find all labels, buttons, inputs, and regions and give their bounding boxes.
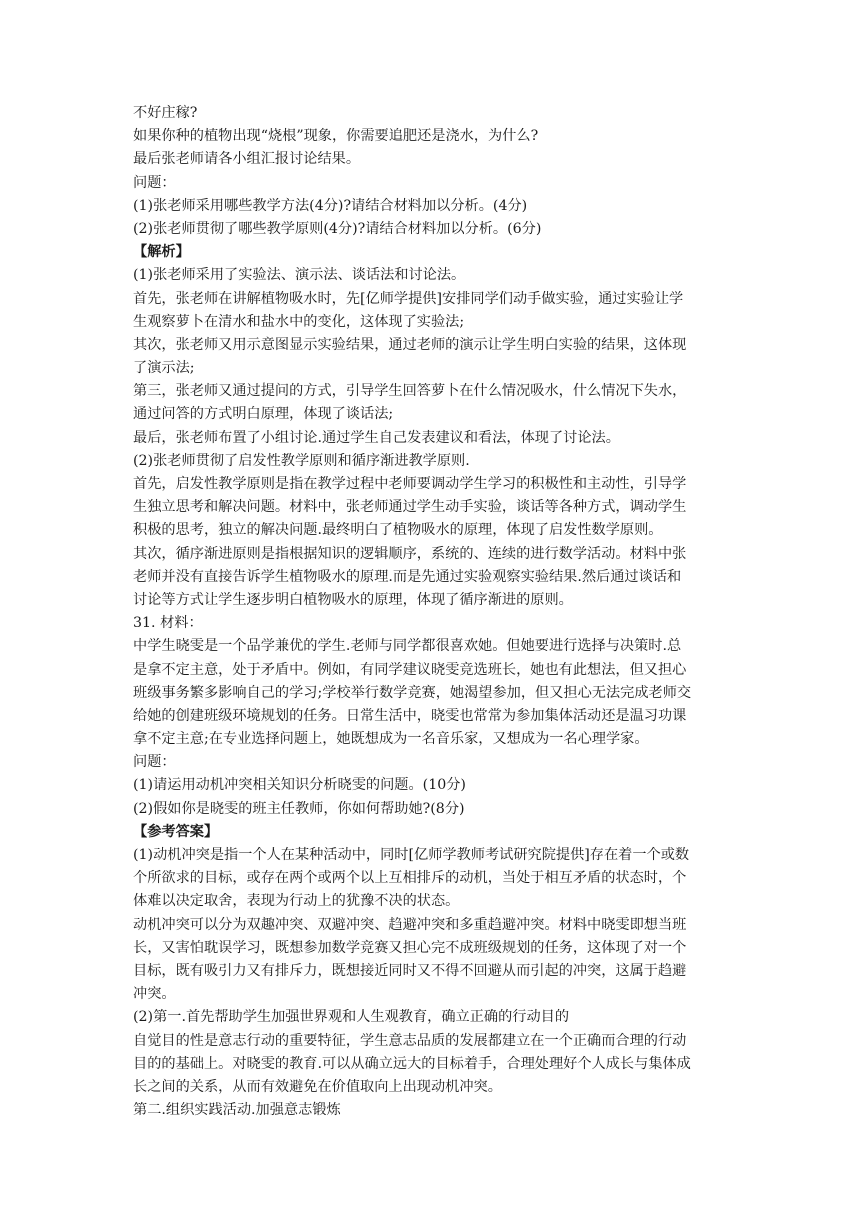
text-line: 问题： bbox=[133, 754, 176, 771]
text-line: 给她的创建班级环境规划的任务。日常生活中，晓雯也常常为参加集体活动还是温习功课 bbox=[133, 707, 687, 724]
document-body bbox=[133, 102, 773, 1122]
text-line: 长之间的关系，从而有效避免在价值取向上出现动机冲突。 bbox=[133, 1078, 502, 1095]
text-line: 老师并没有直接告诉学生植物吸水的原理.而是先通过实验观察实验结果.然后通过谈话和 bbox=[133, 568, 682, 585]
text-line: 班级事务繁多影响自己的学习;学校举行数学竞赛，她渴望参加，但又担心无法完成老师交 bbox=[133, 684, 692, 701]
text-line: 拿不定主意;在专业选择问题上，她既想成为一名音乐家，又想成为一名心理学家。 bbox=[133, 731, 649, 748]
text-line: 自觉目的性是意志行动的重要特征，学生意志品质的发展都建立在一个正确而合理的行动 bbox=[133, 1032, 687, 1049]
text-line: 目的的基础上。对晓雯的教育.可以从确立远大的目标着手，合理处理好个人成长与集体成 bbox=[133, 1055, 691, 1072]
text-line: (1)动机冲突是指一个人在某种活动中，同时[亿师学教师考试研究院提供]存在着一个或数 bbox=[133, 847, 690, 863]
text-line: 最后，张老师布置了小组讨论.通过学生自己发表建议和看法，体现了讨论法。 bbox=[133, 429, 620, 446]
text-line: 最后张老师请各小组汇报讨论结果。 bbox=[133, 151, 361, 168]
text-line: 其次，循序渐进原则是指根据知识的逻辑顺序，系统的、连续的进行数学活动。材料中张 bbox=[133, 545, 687, 562]
text-line: 讨论等方式让学生逐步明白植物吸水的原理，体现了循序渐进的原则。 bbox=[133, 591, 573, 608]
text-line: 中学生晓雯是一个品学兼优的学生.老师与同学都很喜欢她。但她要进行选择与决策时.总 bbox=[133, 638, 682, 655]
text-line: 了演示法; bbox=[133, 360, 195, 377]
text-line: (2)第一.首先帮助学生加强世界观和人生观教育，确立正确的行动目的 bbox=[133, 1009, 570, 1026]
text-line: (2)张老师贯彻了哪些教学原则(4分)?请结合材料加以分析。(6分) bbox=[133, 220, 542, 237]
text-line: (1)张老师采用哪些教学方法(4分)?请结合材料加以分析。(4分) bbox=[133, 197, 528, 214]
section-heading: 【解析】 bbox=[133, 244, 190, 261]
text-line: 31. 材料： bbox=[133, 615, 203, 632]
text-line: 生独立思考和解决问题。材料中，张老师通过学生动手实验，谈话等各种方式，调动学生 bbox=[133, 499, 687, 516]
text-line: (2)假如你是晓雯的班主任教师，你如何帮助她?(8分) bbox=[133, 800, 465, 817]
text-line: 第三，张老师又通过提问的方式，引导学生回答萝卜在什么情况吸水，什么情况下失水， bbox=[133, 383, 687, 400]
text-line: 体难以决定取舍，表现为行动上的犹豫不决的状态。 bbox=[133, 893, 460, 910]
text-line: 是拿不定主意，处于矛盾中。例如，有同学建议晓雯竞选班长，她也有此想法，但又担心 bbox=[133, 661, 687, 678]
text-line: 首先，启发性教学原则是指在教学过程中老师要调动学生学习的积极性和主动性，引导学 bbox=[133, 476, 687, 492]
text-line: 第二.组织实践活动.加强意志锻炼 bbox=[133, 1102, 341, 1119]
section-heading: 【参考答案】 bbox=[133, 823, 219, 840]
text-line: 长，又害怕耽误学习，既想参加数学竞赛又担心完不成班级规划的任务，这体现了对一个 bbox=[133, 939, 687, 956]
text-line: 积极的思考，独立的解决问题.最终明白了植物吸水的原理，体现了启发性数学原则。 bbox=[133, 522, 663, 539]
text-line: (2)张老师贯彻了启发性教学原则和循序渐进教学原则. bbox=[133, 452, 470, 469]
text-line: 目标，既有吸引力又有排斥力，既想接近同时又不得不回避从而引起的冲突，这属于趋避 bbox=[133, 962, 687, 979]
text-line: 冲突。 bbox=[133, 986, 176, 1003]
text-line: 如果你种的植物出现“烧根”现象，你需要追肥还是浇水，为什么? bbox=[133, 128, 539, 145]
text-line: 问题： bbox=[133, 174, 176, 191]
text-line: (1)张老师采用了实验法、演示法、谈话法和讨论法。 bbox=[133, 267, 466, 284]
text-line: 首先，张老师在讲解植物吸水时，先[亿师学提供]安排同学们动手做实验，通过实验让学 bbox=[133, 290, 684, 307]
text-line: 其次，张老师又用示意图显示实验结果，通过老师的演示让学生明白实验的结果，这体现 bbox=[133, 336, 687, 353]
text-line: (1)请运用动机冲突相关知识分析晓雯的问题。(10分) bbox=[133, 777, 466, 794]
text-line: 动机冲突可以分为双趣冲突、双避冲突、趋避冲突和多重趋避冲突。材料中晓雯即想当班 bbox=[133, 916, 687, 933]
text-line: 通过问答的方式明白原理，体现了谈话法; bbox=[133, 406, 394, 423]
text-line: 不好庄稼? bbox=[133, 105, 198, 121]
text-line: 生观察萝卜在清水和盐水中的变化，这体现了实验法; bbox=[133, 313, 465, 330]
text-line: 个所欲求的目标，或存在两个或两个以上互相排斥的动机，当处于相互矛盾的状态时，个 bbox=[133, 870, 687, 887]
